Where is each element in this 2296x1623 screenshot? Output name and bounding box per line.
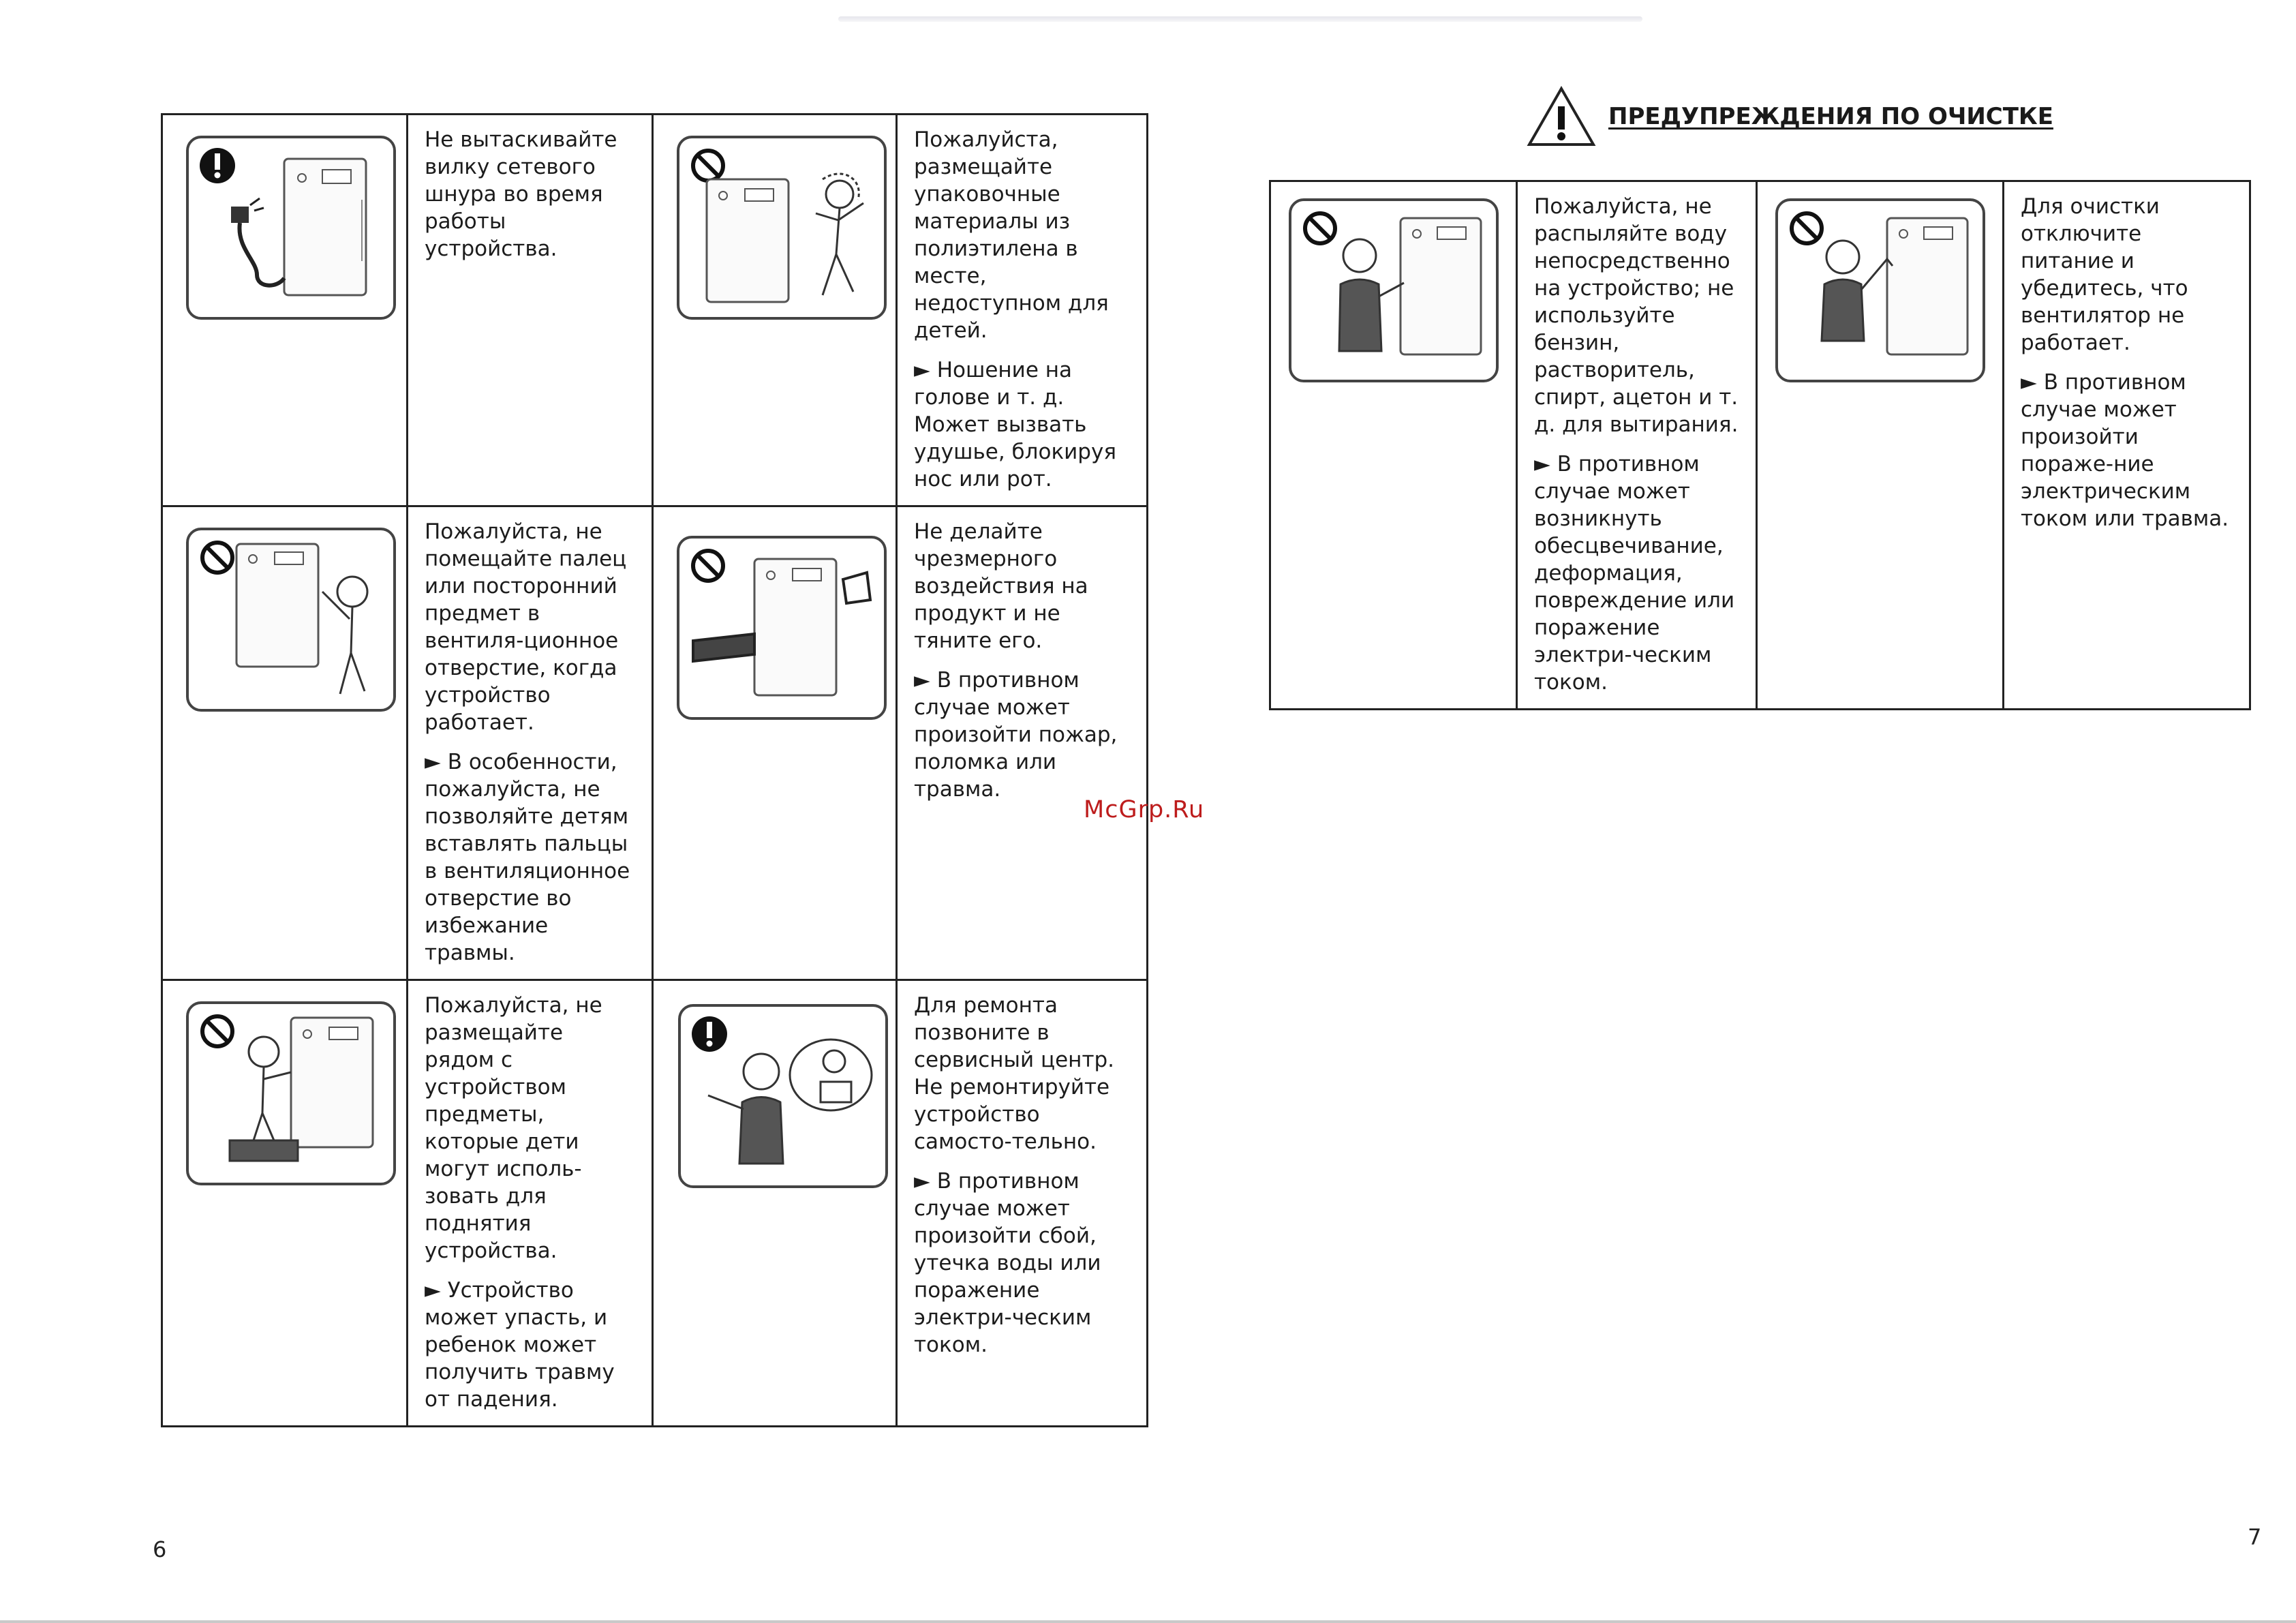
child-on-box-icon: [230, 1037, 298, 1161]
prohibited-icon: [693, 151, 723, 181]
instruction-note: ► В противном случае может произойти сбой, утечка воды или поражение электри-ческим током.: [914, 1169, 1101, 1357]
woman-phone-icon: [708, 1054, 783, 1164]
prohibited-icon: [202, 543, 232, 573]
table-row: [162, 506, 1148, 980]
prohibited-icon: [1305, 213, 1335, 243]
scan-bottom-edge: [0, 1620, 2296, 1623]
instruction-note: ► Ношение на голове и т. д. Может вызвать удушье, блокируя нос или рот.: [914, 358, 1116, 491]
instruction-text: Не делайте чрезмерного воздействия на продукт и не тяните его.: [914, 519, 1088, 653]
prohibited-icon: [1792, 213, 1822, 243]
instruction-text: Пожалуйста, не размещайте рядом с устройством предметы, которые дети могут исполь-зовать для поднятия устройства.: [425, 993, 602, 1263]
instruction-note: ► Устройство может упасть, и ребенок может получить травму от падения.: [425, 1278, 615, 1412]
heading-title: ПРЕДУПРЕЖДЕНИЯ ПО ОЧИСТКЕ: [1608, 103, 2053, 130]
instruction-text: Для очистки отключите питание и убедитесь, что вентилятор не работает.: [2021, 194, 2188, 355]
cleaning-warnings-heading: [1527, 86, 2053, 147]
table-row: [162, 980, 1148, 1427]
instruction-cell: [1517, 181, 1757, 710]
instruction-text: Не вытаскивайте вилку сетевого шнура во время работы устройства.: [425, 127, 617, 261]
page-number-left: 6: [153, 1536, 167, 1562]
air-purifier-icon: [284, 159, 366, 295]
woman-spraying-icon: [1339, 239, 1404, 351]
scan-top-shadow: [838, 16, 1642, 22]
safety-table-left: [161, 113, 1148, 1427]
instruction-cell: [897, 115, 1148, 506]
illustration-cell: [653, 506, 897, 980]
instruction-text: Для ремонта позвоните в сервисный центр. Не ремонтируйте устройство самосто-тельно.: [914, 993, 1115, 1154]
air-purifier-icon: [1400, 218, 1481, 354]
instruction-note: ► В противном случае может возникнуть обесцвечивание, деформация, повреждение или поражение электри-ческим током.: [1534, 452, 1735, 695]
illustration-packaging-away-from-children: [677, 136, 887, 320]
prohibited-icon: [202, 1016, 232, 1046]
air-purifier-icon: [754, 559, 836, 695]
air-purifier-icon: [707, 179, 789, 302]
air-purifier-icon: [236, 544, 318, 667]
instruction-note: ► В особенности, пожалуйста, не позволяйте детям вставлять пальцы в вентиляционное отверстие во избежание травмы.: [425, 750, 630, 965]
instruction-note: ► В противном случае может произойти пораже-ние электрическим током или травма.: [2021, 370, 2229, 531]
table-row: [1270, 181, 2250, 710]
illustration-no-water-spray: [1289, 198, 1499, 382]
prohibited-icon: [693, 551, 723, 581]
child-figure-icon: [816, 174, 863, 295]
instruction-cell: [897, 980, 1148, 1427]
illustration-cell: [162, 980, 408, 1427]
illustration-cell: [162, 115, 408, 506]
technician-bubble-icon: [790, 1040, 872, 1110]
illustration-power-off-before-cleaning: [1775, 198, 1985, 382]
illustration-no-fingers-in-vent: [186, 528, 396, 712]
table-row: [162, 115, 1148, 506]
plug-cord-icon: [231, 198, 284, 286]
instruction-cell: [897, 506, 1148, 980]
illustration-cell: [1757, 181, 2004, 710]
illustration-cell: [653, 115, 897, 506]
site-watermark: McGrp.Ru: [1084, 796, 1205, 823]
instruction-cell: [408, 115, 653, 506]
instruction-cell: [2004, 181, 2250, 710]
mandatory-exclamation-icon: [200, 148, 235, 183]
illustration-cell: [162, 506, 408, 980]
woman-wiping-icon: [1822, 241, 1893, 341]
instruction-text: Пожалуйста, не помещайте палец или посторонний предмет в вентиля-ционное отверстие, когда устройство работает.: [425, 519, 627, 735]
instruction-text: Пожалуйста, не распыляйте воду непосредственно на устройство; не используйте бензин, растворитель, спирт, ацетон и т. д. для вытирания.: [1534, 194, 1739, 437]
instruction-note: ► В противном случае может произойти пожар, поломка или травма.: [914, 668, 1118, 802]
warning-triangle-icon: [1527, 86, 1596, 147]
illustration-unplug-during-operation: [186, 136, 396, 320]
air-purifier-icon: [1887, 218, 1968, 354]
mandatory-exclamation-icon: [692, 1016, 727, 1052]
instruction-cell: [408, 980, 653, 1427]
instruction-text: Пожалуйста, размещайте упаковочные материалы из полиэтилена в месте, недоступном для детей.: [914, 127, 1109, 343]
illustration-no-excessive-force: [677, 536, 887, 720]
illustration-call-service-center: [678, 1004, 888, 1188]
cleaning-warnings-table: [1269, 180, 2251, 710]
illustration-cell: [1270, 181, 1517, 710]
child-figure-icon: [322, 577, 367, 694]
instruction-cell: [408, 506, 653, 980]
illustration-no-climbing-objects: [186, 1001, 396, 1185]
page-number-right: 7: [2248, 1524, 2262, 1550]
air-purifier-icon: [291, 1018, 373, 1147]
illustration-cell: [653, 980, 897, 1427]
